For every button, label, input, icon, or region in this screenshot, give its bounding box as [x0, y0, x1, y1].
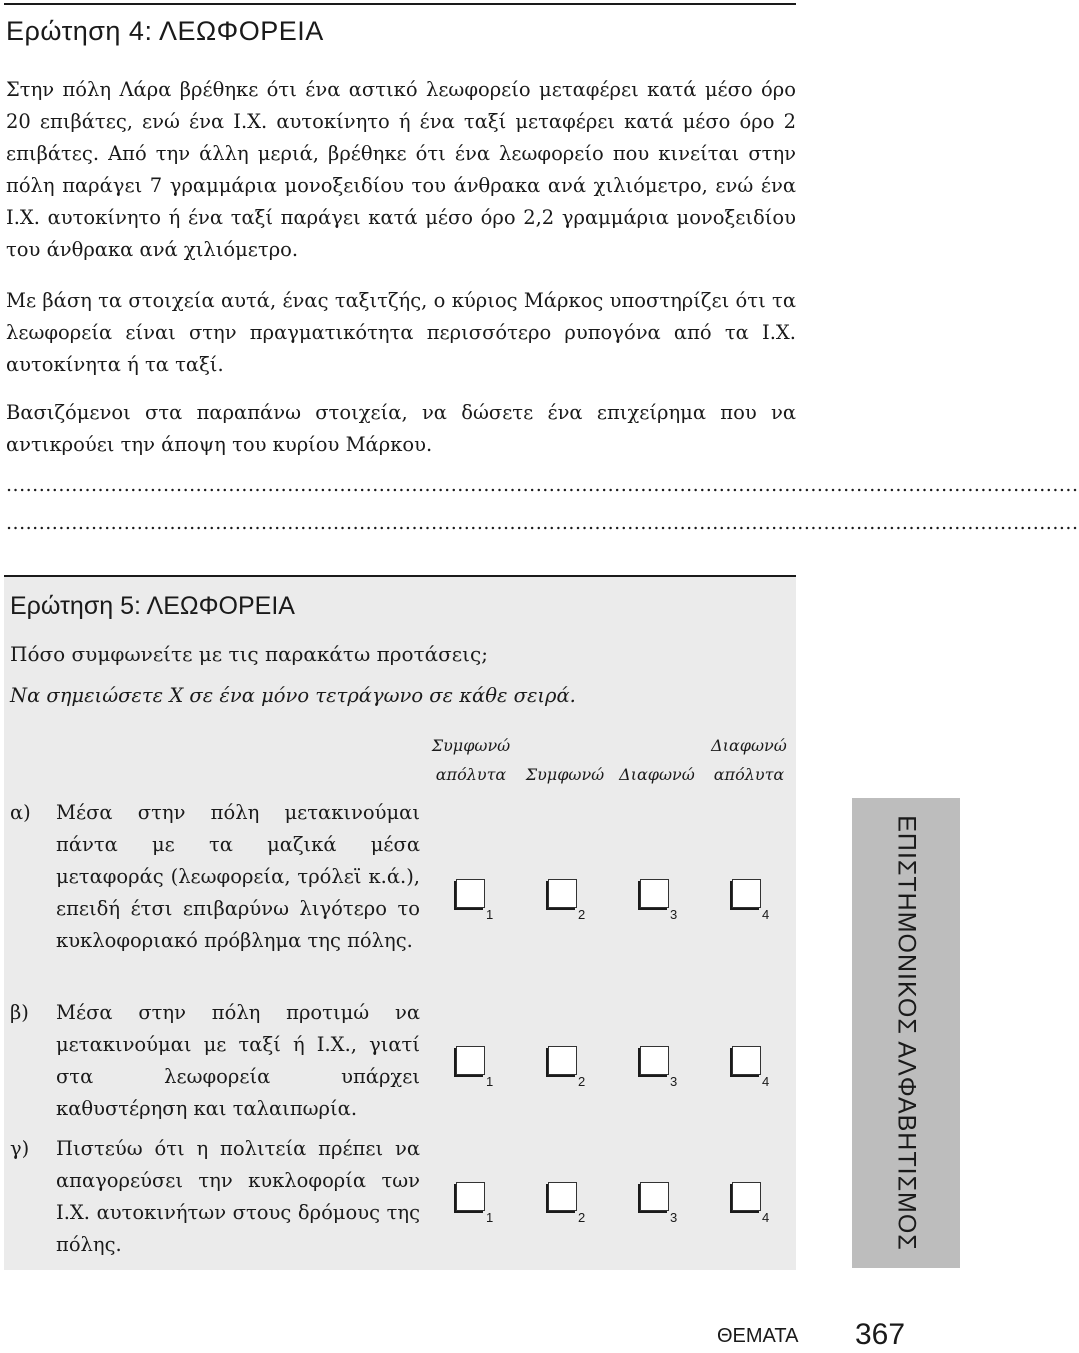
checkbox-b-1[interactable]: [456, 1046, 485, 1075]
checkbox-a-4[interactable]: [732, 879, 761, 908]
column-header-line: απόλυτα: [713, 765, 785, 784]
question-4-paragraph-3: Βασιζόμενοι στα παραπάνω στοιχεία, να δώσετε ένα επιχείρημα που να αντικρούει την άποψη του κυρίου Μάρκου.: [6, 401, 796, 456]
checkbox-number: 4: [762, 907, 770, 922]
checkbox-c-2[interactable]: [548, 1182, 577, 1211]
column-header-line: Συμφωνώ: [431, 736, 511, 755]
column-header-strongly-disagree: [694, 731, 804, 789]
answer-line-2[interactable]: ....................................................................................................................................................................: [6, 512, 1079, 534]
column-header-line: Διαφωνώ: [711, 736, 787, 755]
checkbox-number: 1: [486, 1074, 494, 1089]
checkbox-a-1[interactable]: [456, 879, 485, 908]
checkbox-number: 2: [578, 907, 586, 922]
checkbox-number: 3: [670, 907, 678, 922]
checkbox-number: 3: [670, 1074, 678, 1089]
checkbox-b-4[interactable]: [732, 1046, 761, 1075]
checkbox-number: 2: [578, 1210, 586, 1225]
checkbox-b-3[interactable]: [640, 1046, 669, 1075]
column-header-line: Διαφωνώ: [619, 765, 695, 784]
question-4-paragraph-2: Με βάση τα στοιχεία αυτά, ένας ταξιτζής, ο κύριος Μάρκος υποστηρίζει ότι τα λεωφορεία είναι στην πραγματικότητα περισσότερο ρυπογόνα από τα Ι.Χ. αυτοκίνητα ή τα ταξί.: [6, 289, 796, 376]
question-5-intro: Πόσο συμφωνείτε με τις παρακάτω προτάσεις;: [10, 642, 488, 666]
question-5-title: Ερώτηση 5: ΛΕΩΦΟΡΕΙΑ: [10, 592, 295, 620]
statement-a: [10, 797, 420, 957]
checkbox-number: 4: [762, 1210, 770, 1225]
statement-b: [10, 997, 420, 1125]
footer-section-label: ΘΕΜΑΤΑ: [717, 1325, 799, 1347]
checkbox-number: 2: [578, 1074, 586, 1089]
checkbox-a-3[interactable]: [640, 879, 669, 908]
statement-text: Πιστεύω ότι η πολιτεία πρέπει να απαγορεύσει την κυκλοφορία των Ι.Χ. αυτοκινήτων στους δρόμους της πόλης.: [56, 1137, 420, 1256]
checkbox-number: 4: [762, 1074, 770, 1089]
statement-c: [10, 1133, 420, 1261]
page-number: 367: [855, 1318, 906, 1351]
checkbox-c-4[interactable]: [732, 1182, 761, 1211]
checkbox-a-2[interactable]: [548, 879, 577, 908]
checkbox-b-2[interactable]: [548, 1046, 577, 1075]
statement-letter: β): [10, 1001, 29, 1024]
top-rule: [4, 3, 796, 5]
checkbox-c-3[interactable]: [640, 1182, 669, 1211]
side-tab-label: ΕΠΙΣΤΗΜΟΝΙΚΟΣ ΑΛΦΑΒΗΤΙΣΜΟΣ: [892, 815, 921, 1251]
checkbox-number: 1: [486, 1210, 494, 1225]
column-header-line: απόλυτα: [435, 765, 507, 784]
question-5-instruction: Να σημειώσετε Χ σε ένα μόνο τετράγωνο σε κάθε σειρά.: [10, 684, 576, 707]
statement-text: Μέσα στην πόλη προτιμώ να μετακινούμαι με ταξί ή Ι.Χ., γιατί στα λεωφορεία υπάρχει καθυστέρηση και ταλαιπωρία.: [56, 1001, 420, 1120]
checkbox-c-1[interactable]: [456, 1182, 485, 1211]
statement-text: Μέσα στην πόλη μετακινούμαι πάντα με τα μαζικά μέσα μεταφοράς (λεωφορεία, τρόλεϊ κ.ά.), επειδή έτσι επιβαρύνω λιγότερο το κυκλοφοριακό πρόβλημα της πόλης.: [56, 801, 420, 952]
checkbox-number: 1: [486, 907, 494, 922]
answer-line-1[interactable]: ....................................................................................................................................................................: [6, 474, 1079, 496]
checkbox-number: 3: [670, 1210, 678, 1225]
question-4-title: Ερώτηση 4: ΛΕΩΦΟΡΕΙΑ: [6, 16, 324, 46]
column-header-line: Συμφωνώ: [525, 765, 605, 784]
statement-letter: α): [10, 801, 31, 824]
statement-letter: γ): [10, 1137, 30, 1160]
question-4-paragraph-1: Στην πόλη Λάρα βρέθηκε ότι ένα αστικό λεωφορείο μεταφέρει κατά μέσο όρο 20 επιβάτες, ενώ ένα Ι.Χ. αυτοκίνητο ή ένα ταξί μεταφέρει κατά μέσο όρο 2 επιβάτες. Από την άλλη μεριά, βρέθηκε ότι ένα λεωφορείο που κινείται στην πόλη παράγει 7 γραμμάρια μονοξειδίου του άνθρακα ανά χιλιόμετρο, ενώ ένα Ι.Χ. αυτοκίνητο ή ένα ταξί παράγει κατά μέσο όρο 2,2 γραμμάρια μονοξειδίου του άνθρακα ανά χιλιόμετρο.: [6, 78, 796, 261]
